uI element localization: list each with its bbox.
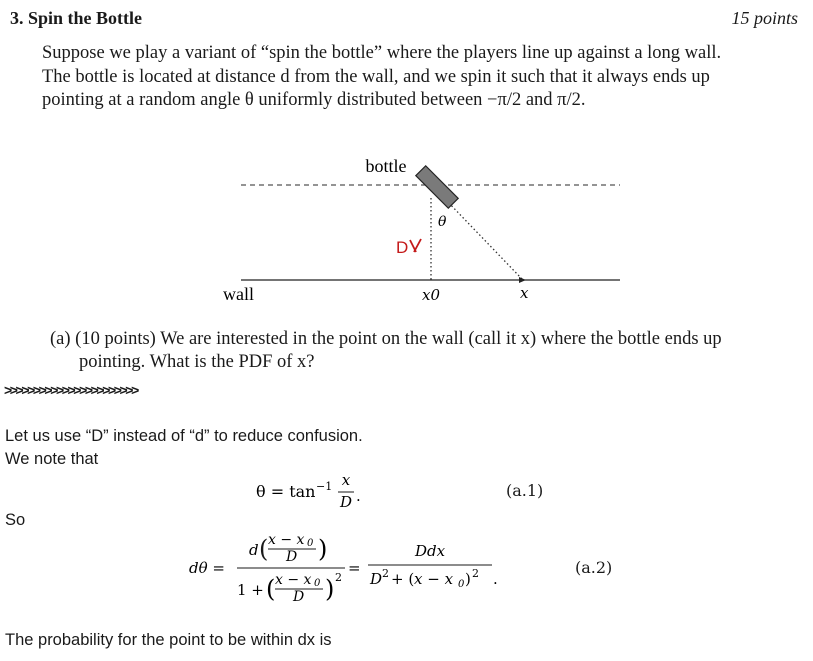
svg-text:D: D [286, 549, 298, 565]
strikeout-mark [410, 239, 421, 252]
answer-intro-line-1: Let us use “D” instead of “d” to reduce confusion. [5, 427, 363, 445]
svg-text:D: D [370, 570, 383, 588]
svg-text:): ) [465, 570, 471, 588]
wall-label: wall [223, 284, 254, 304]
part-a-line-2: pointing. What is the PDF of x? [79, 352, 315, 372]
svg-text:+ (: + ( [391, 570, 415, 588]
eq2-first-fraction [237, 532, 345, 605]
svg-text:d: d [249, 541, 259, 559]
answer-separator: >>>>>>>>>>>>>>>>>>>>>>> [4, 382, 137, 398]
eq1-numerator: x [341, 471, 351, 489]
eq2-equals: = [348, 559, 361, 577]
svg-text:2: 2 [472, 567, 479, 580]
problem-title: 3. Spin the Bottle [10, 8, 143, 28]
distance-annotation: D [396, 238, 409, 257]
statement-line-2: The bottle is located at distance d from the wall, and we spin it such that it always ends up [42, 67, 710, 87]
pointing-dotted-line [446, 200, 522, 279]
svg-text:0: 0 [458, 579, 465, 590]
svg-text:Ddx: Ddx [415, 542, 446, 560]
problem-header [10, 8, 798, 34]
svg-text:2: 2 [335, 571, 342, 584]
problem-points: 15 points [731, 8, 798, 28]
svg-text:(: ( [259, 535, 269, 563]
theta-label: θ [438, 214, 447, 230]
svg-text:0: 0 [314, 578, 321, 589]
eq2-lhs: dθ = [189, 559, 225, 577]
eq2-tag: (a.2) [575, 558, 613, 577]
statement-line-1: Suppose we play a variant of “spin the bottle” where the players line up against a long wall. [42, 43, 722, 63]
eq1-period: . [356, 487, 361, 505]
svg-text:x − x: x − x [275, 572, 312, 588]
part-a-line-1: (a) (10 points) We are interested in the point on the wall (call it x) where the bottle ends up [50, 329, 722, 349]
so-label: So [5, 511, 26, 529]
eq1-superscript: −1 [316, 480, 333, 493]
svg-text:): ) [318, 535, 328, 563]
equation-a2 [185, 528, 515, 610]
answer-intro-line-2: We note that [5, 450, 99, 468]
svg-text:2: 2 [382, 567, 389, 580]
bottle-shape [416, 166, 458, 208]
answer-closing-line: The probability for the point to be within dx is [5, 631, 332, 649]
svg-text:): ) [325, 575, 335, 603]
arrow-head [519, 277, 526, 283]
svg-text:.: . [493, 570, 498, 588]
svg-text:(: ( [266, 575, 276, 603]
eq1-lhs: θ = tan [256, 482, 316, 501]
svg-text:x − x: x − x [268, 532, 305, 548]
statement-line-3: pointing at a random angle θ uniformly distributed between −π/2 and π/2. [42, 90, 586, 110]
equation-a1 [250, 466, 370, 516]
x0-label: x0 [422, 286, 441, 304]
x-label: x [520, 284, 529, 302]
eq1-denominator: D [339, 493, 353, 511]
svg-text:0: 0 [307, 538, 314, 549]
eq1-tag: (a.1) [506, 481, 544, 500]
bottle-diagram [0, 150, 813, 310]
svg-text:1 +: 1 + [237, 581, 264, 599]
svg-text:D: D [293, 589, 305, 605]
eq2-second-fraction [368, 542, 498, 590]
svg-text:x − x: x − x [414, 570, 454, 588]
bottle-label: bottle [365, 156, 407, 176]
